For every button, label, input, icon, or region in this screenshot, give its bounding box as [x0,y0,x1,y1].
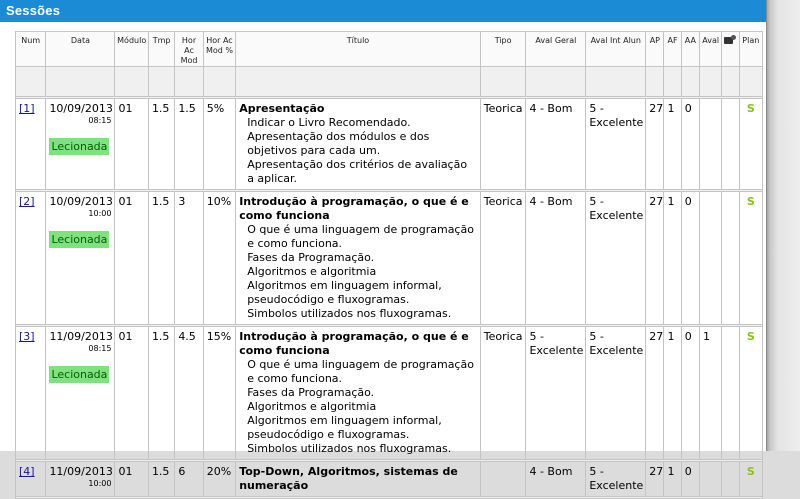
eval-general-cell [526,462,586,497]
aa-cell [681,462,699,497]
session-link[interactable]: [1] [19,102,35,115]
aa-value: 0 [684,195,692,208]
column-header-label: Título [346,36,370,45]
hours-pct-cell [203,327,235,460]
hours-cell [175,462,203,497]
module-cell [115,192,148,325]
eval-internal-value: 5 - Excelente [589,330,644,357]
hours-value: 1.5 [178,102,196,115]
status-badge: Lecionada [51,140,108,153]
num-cell [16,327,46,460]
tmp-cell [148,327,174,460]
eval-internal-cell [586,192,646,325]
column-header-aval_int_alun[interactable] [586,32,646,67]
session-date: 11/09/2013 [49,330,113,343]
camera-cell [722,99,739,190]
header-filter-cell [646,67,664,97]
hours-pct-cell [203,99,235,190]
session-title: Apresentação [239,102,325,115]
ap-value: 27 [649,195,664,208]
eval-internal-value: 5 - Excelente [589,102,644,129]
table-row [16,192,763,325]
session-date: 11/09/2013 [49,465,113,478]
column-header-aval[interactable] [699,32,721,67]
plan-cell [739,462,762,497]
type-value: Teorica [483,195,523,208]
plan-flag[interactable]: S [746,195,755,208]
title-cell [236,327,481,460]
tmp-value: 1.5 [151,195,170,208]
header-filter-cell [175,67,203,97]
table-body [16,97,763,499]
tmp-cell [148,462,174,497]
eval-internal-cell [586,327,646,460]
camera-cell [722,462,739,497]
header-filter-cell [16,67,46,97]
module-cell [115,327,148,460]
header-filter-cell [586,67,646,97]
column-header-ap[interactable] [646,32,664,67]
column-header-label: AF [667,36,678,45]
session-date: 10/09/2013 [49,195,113,208]
ap-cell [646,462,664,497]
plan-cell [739,327,762,460]
eval-internal-value: 5 - Excelente [589,465,644,492]
column-header-af[interactable] [664,32,681,67]
session-title: Top-Down, Algoritmos, sistemas de numeração [239,465,458,492]
session-topic: Simbolos utilizados nos fluxogramas. [247,442,452,455]
session-link[interactable]: [4] [19,465,35,478]
header-row [16,32,763,67]
window-edge [766,0,800,451]
eval-internal-cell [586,462,646,497]
title-cell [236,99,481,190]
date-cell [46,462,115,497]
hours-cell [175,99,203,190]
header-filter-cell [722,67,739,97]
module-value: 01 [118,195,133,208]
date-cell [46,327,115,460]
hours-pct-value: 5% [206,102,225,115]
camera-icon [724,35,736,44]
num-cell [16,192,46,325]
module-value: 01 [118,330,133,343]
session-topic: Apresentação dos módulos e dos objetivos para cada um. [247,130,430,157]
module-value: 01 [118,465,133,478]
hours-cell [175,192,203,325]
ap-cell [646,99,664,190]
column-header-label: Módulo [117,36,147,45]
type-cell [480,462,526,497]
ap-cell [646,327,664,460]
column-header-label: Aval Int Alun [590,36,641,45]
eval-general-value: 4 - Bom [529,465,573,478]
tmp-cell [148,99,174,190]
status-badge: Lecionada [51,233,108,246]
aval-cell [699,192,721,325]
session-topic: Algoritmos e algoritmia [247,265,377,278]
num-cell [16,99,46,190]
session-topic: Simbolos utilizados nos fluxogramas. [247,307,452,320]
type-cell [480,327,526,460]
hours-pct-value: 15% [206,330,232,343]
type-value: Teorica [483,102,523,115]
column-header-aval_geral[interactable] [526,32,586,67]
column-header-label: Tipo [494,36,512,45]
header-filter-row [16,67,763,97]
header-filter-cell [480,67,526,97]
af-value: 1 [667,195,675,208]
camera-cell [722,192,739,325]
session-time: 10:00 [88,209,112,218]
column-header-label: Data [70,36,90,45]
header-filter-cell [526,67,586,97]
column-header-aa[interactable] [681,32,699,67]
plan-flag[interactable]: S [746,465,755,478]
header-filter-cell [115,67,148,97]
header-filter-cell [46,67,115,97]
af-value: 1 [667,465,675,478]
tmp-cell [148,192,174,325]
hours-value: 4.5 [178,330,196,343]
column-header-titulo[interactable] [236,32,481,67]
session-topic: O que é uma linguagem de programação e como funciona. [247,223,474,250]
status-badge: Lecionada [51,368,108,381]
header-filter-cell [148,67,174,97]
af-value: 1 [667,102,675,115]
aa-cell [681,99,699,190]
session-topic: Apresentação dos critérios de avaliação a aplicar. [247,158,468,185]
tmp-value: 1.5 [151,465,170,478]
camera-cell [722,327,739,460]
table-row [16,99,763,190]
session-topic: Fases da Programação. [247,386,375,399]
eval-general-value: 4 - Bom [529,102,573,115]
column-header-modulo[interactable] [115,32,148,67]
tmp-value: 1.5 [151,330,170,343]
module-cell [115,462,148,497]
num-cell [16,462,46,497]
session-date: 10/09/2013 [49,102,113,115]
column-header-tipo[interactable] [480,32,526,67]
tmp-value: 1.5 [151,102,170,115]
plan-flag[interactable]: S [746,102,755,115]
aa-value: 0 [684,102,692,115]
header-filter-cell [203,67,235,97]
sessions-table [15,31,763,499]
af-cell [664,462,681,497]
session-topic: Algoritmos em linguagem informal, pseudocódigo e fluxogramas. [247,279,442,306]
aval-cell [699,327,721,460]
ap-value: 27 [649,330,664,343]
table-row [16,462,763,497]
eval-internal-value: 5 - Excelente [589,195,644,222]
eval-general-value: 5 - Excelente [529,330,584,357]
header-filter-cell [664,67,681,97]
hours-pct-cell [203,192,235,325]
column-header-plan[interactable] [739,32,762,67]
session-title: Introdução à programação, o que é e como funciona [239,330,469,357]
header-filter-cell [681,67,699,97]
column-header-label: Aval Geral [535,36,577,45]
hours-pct-value: 10% [206,195,232,208]
ap-cell [646,192,664,325]
type-cell [480,99,526,190]
plan-cell [739,192,762,325]
column-header-label: AP [649,36,660,45]
plan-cell [739,99,762,190]
session-title: Introdução à programação, o que é e como funciona [239,195,469,222]
module-value: 01 [118,102,133,115]
ap-value: 27 [649,102,664,115]
aval-cell [699,462,721,497]
date-cell [46,99,115,190]
session-link[interactable]: [3] [19,330,35,343]
column-header-tmp[interactable] [148,32,174,67]
aval-cell [699,99,721,190]
session-time: 08:15 [88,344,112,353]
column-header-hor_ac_mod[interactable] [175,32,203,67]
ap-value: 27 [649,465,664,478]
hours-pct-cell [203,462,235,497]
session-topic: Algoritmos em linguagem informal, pseudocódigo e fluxogramas. [247,414,442,441]
column-header-label: Tmp [152,36,171,45]
column-header-hor_ac_mod_pct[interactable] [203,32,235,67]
eval-general-cell [526,192,586,325]
column-header-label: AA [684,36,696,45]
af-cell [664,192,681,325]
session-topic: O que é uma linguagem de programação e como funciona. [247,358,474,385]
header-filter-cell [739,67,762,97]
title-cell [236,462,481,497]
af-value: 1 [667,330,675,343]
column-header-label: Hor Ac Mod % [205,36,233,55]
af-cell [664,327,681,460]
column-header-camera[interactable] [722,32,739,67]
type-value: Teorica [483,330,523,343]
panel-title: Sessões [0,0,766,22]
column-header-label: Plan [742,36,760,45]
eval-general-cell [526,99,586,190]
hours-cell [175,327,203,460]
eval-internal-cell [586,99,646,190]
aa-value: 0 [684,465,692,478]
column-header-data[interactable] [46,32,115,67]
type-cell [480,192,526,325]
eval-general-value: 4 - Bom [529,195,573,208]
eval-general-cell [526,327,586,460]
plan-flag[interactable]: S [746,330,755,343]
date-cell [46,192,115,325]
table-row [16,327,763,460]
header-filter-cell [236,67,481,97]
hours-value: 3 [178,195,186,208]
hours-pct-value: 20% [206,465,232,478]
row-separator [16,497,763,499]
session-time: 08:15 [88,116,112,125]
aval-value: 1 [702,330,710,343]
column-header-num[interactable] [16,32,46,67]
column-header-label: Hor Ac Mod [180,36,198,65]
column-header-label: Aval [702,36,720,45]
session-topic: Indicar o Livro Recomendado. [247,116,411,129]
session-time: 10:00 [88,479,112,488]
hours-value: 6 [178,465,186,478]
title-cell [236,192,481,325]
header-filter-cell [699,67,721,97]
aa-cell [681,192,699,325]
session-topic: Algoritmos e algoritmia [247,400,377,413]
aa-cell [681,327,699,460]
af-cell [664,99,681,190]
session-topic: Fases da Programação. [247,251,375,264]
session-link[interactable]: [2] [19,195,35,208]
column-header-label: Num [21,36,41,45]
aa-value: 0 [684,330,692,343]
title-gap [0,22,766,30]
module-cell [115,99,148,190]
